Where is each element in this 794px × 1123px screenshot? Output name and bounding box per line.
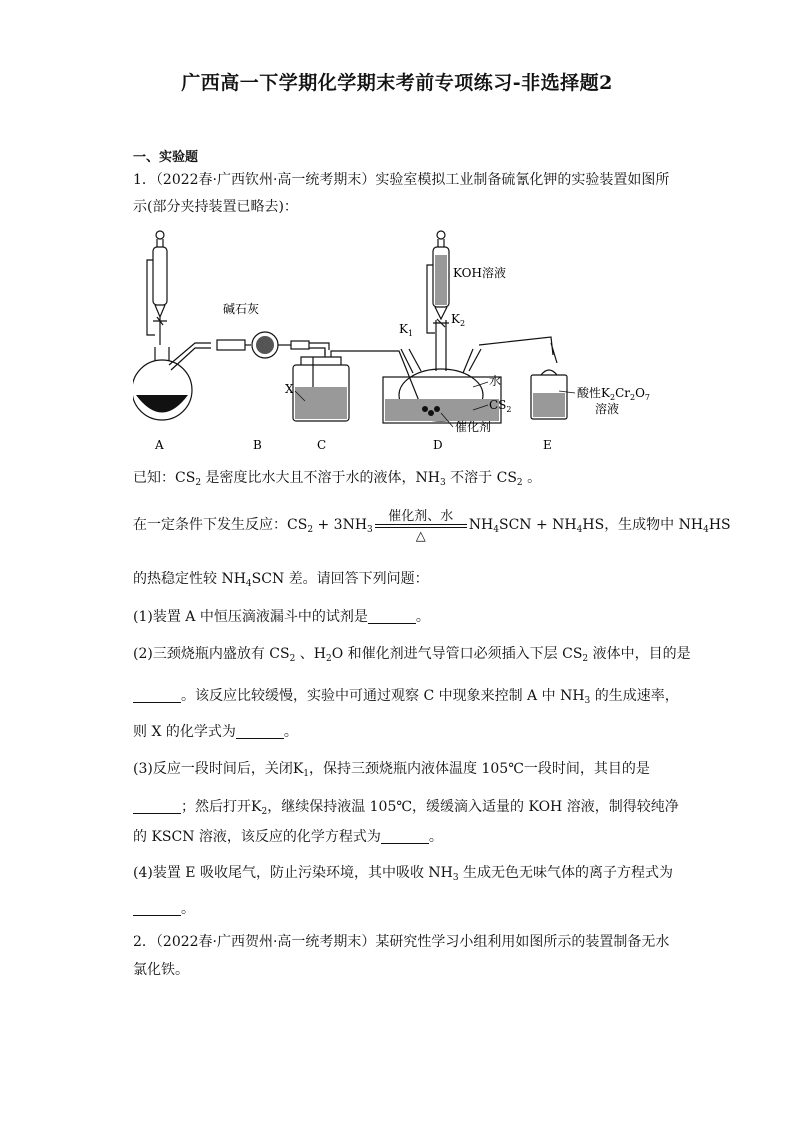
- reaction-equation: 在一定条件下发生反应：$CS_2 + 3NH_3$ 催化剂、水 △ $NH_4SCN + NH_4HS$，生成物中 $NH_4HS$: [133, 509, 731, 544]
- part-4-line-1: (4)装置 E 吸收尾气，防止污染环境，其中吸收 $NH_3$ 生成无色无味气体的离子方程式为: [133, 865, 674, 883]
- part-4-line-2: 。: [133, 899, 195, 919]
- label-d: D: [433, 438, 443, 452]
- k1-label: $K_1$: [399, 322, 414, 338]
- x-label: X: [285, 382, 294, 396]
- label-a: A: [155, 438, 164, 452]
- answer-blank-3[interactable]: [236, 724, 284, 739]
- answer-blank-4[interactable]: [133, 799, 181, 814]
- page-title: 广西高一下学期化学期末考前专项练习-非选择题2: [181, 72, 613, 94]
- apparatus-figure: [133, 225, 673, 455]
- koh-label: KOH溶液: [453, 266, 506, 280]
- stability-line: 的热稳定性较 $NH_4SCN$ 差。请回答下列问题：: [133, 571, 429, 589]
- flask-a-liquid: [136, 395, 188, 413]
- soda-lime-label: 碱石灰: [223, 302, 260, 316]
- reaction-arrow: 催化剂、水 △: [375, 507, 467, 543]
- catalyst-label: 催化剂: [455, 420, 492, 434]
- part-2-line-1: (2)三颈烧瓶内盛放有 $CS_2$ 、$H_2O$ 和催化剂进气导管口必须插入下层 $CS_2$ 液体中，目的是: [133, 646, 691, 664]
- part-2-line-2: 。该反应比较缓慢，实验中可通过观察 C 中现象来控制 A 中 $NH_3$ 的生成速率，: [133, 686, 679, 711]
- label-b: B: [253, 438, 262, 452]
- part-3-line-1: (3)反应一段时间后，关闭$K_1$，保持三颈烧瓶内液体温度 105℃一段时间，其目的是: [133, 761, 650, 779]
- known-line: 已知：$CS_2$ 是密度比水大且不溶于水的液体，$NH_3$ 不溶于 $CS_2$ 。: [133, 470, 542, 488]
- label-e: E: [543, 438, 552, 452]
- answer-blank-5[interactable]: [381, 829, 429, 844]
- question-2-line-1: 2．（2022春·广西贺州·高一统考期末）某研究性学习小组利用如图所示的装置制备无水: [133, 934, 670, 950]
- answer-blank-1[interactable]: [368, 609, 416, 624]
- funnel-a-stopper-icon: [156, 231, 164, 239]
- part-1: (1)装置 A 中恒压滴液漏斗中的试剂是 。: [133, 609, 430, 625]
- part-2-line-3: 则 X 的化学式为 。: [133, 724, 298, 740]
- question-2-line-2: 氯化铁。: [133, 962, 189, 978]
- soda-lime-pellets: [256, 336, 274, 354]
- answer-blank-2[interactable]: [133, 688, 181, 703]
- funnel-a-body: [153, 247, 167, 305]
- cs2-label: $CS_2$: [489, 398, 512, 414]
- part-3-line-3: 的 KSCN 溶液，该反应的化学方程式为 。: [133, 829, 443, 845]
- label-c: C: [317, 438, 327, 452]
- section-heading: 一、实验题: [133, 150, 199, 165]
- acid-label: 酸性$K_2Cr_2O_7$: [577, 386, 651, 402]
- part-3-line-2: ；然后打开$K_2$，继续保持液温 105℃，缓缓滴入适量的 KOH 溶液，制得较纯净: [133, 797, 679, 822]
- k2-label: $K_2$: [451, 312, 466, 328]
- tube-b-connector: [217, 340, 245, 350]
- water-label: 水: [489, 374, 502, 388]
- question-1-line-2: 示(部分夹持装置已略去)：: [133, 199, 298, 215]
- solution-label: 溶液: [595, 402, 620, 416]
- question-1-line-1: 1．（2022春·广西钦州·高一统考期末）实验室模拟工业制备硫氰化钾的实验装置如图所: [133, 172, 670, 188]
- answer-blank-6[interactable]: [133, 901, 181, 916]
